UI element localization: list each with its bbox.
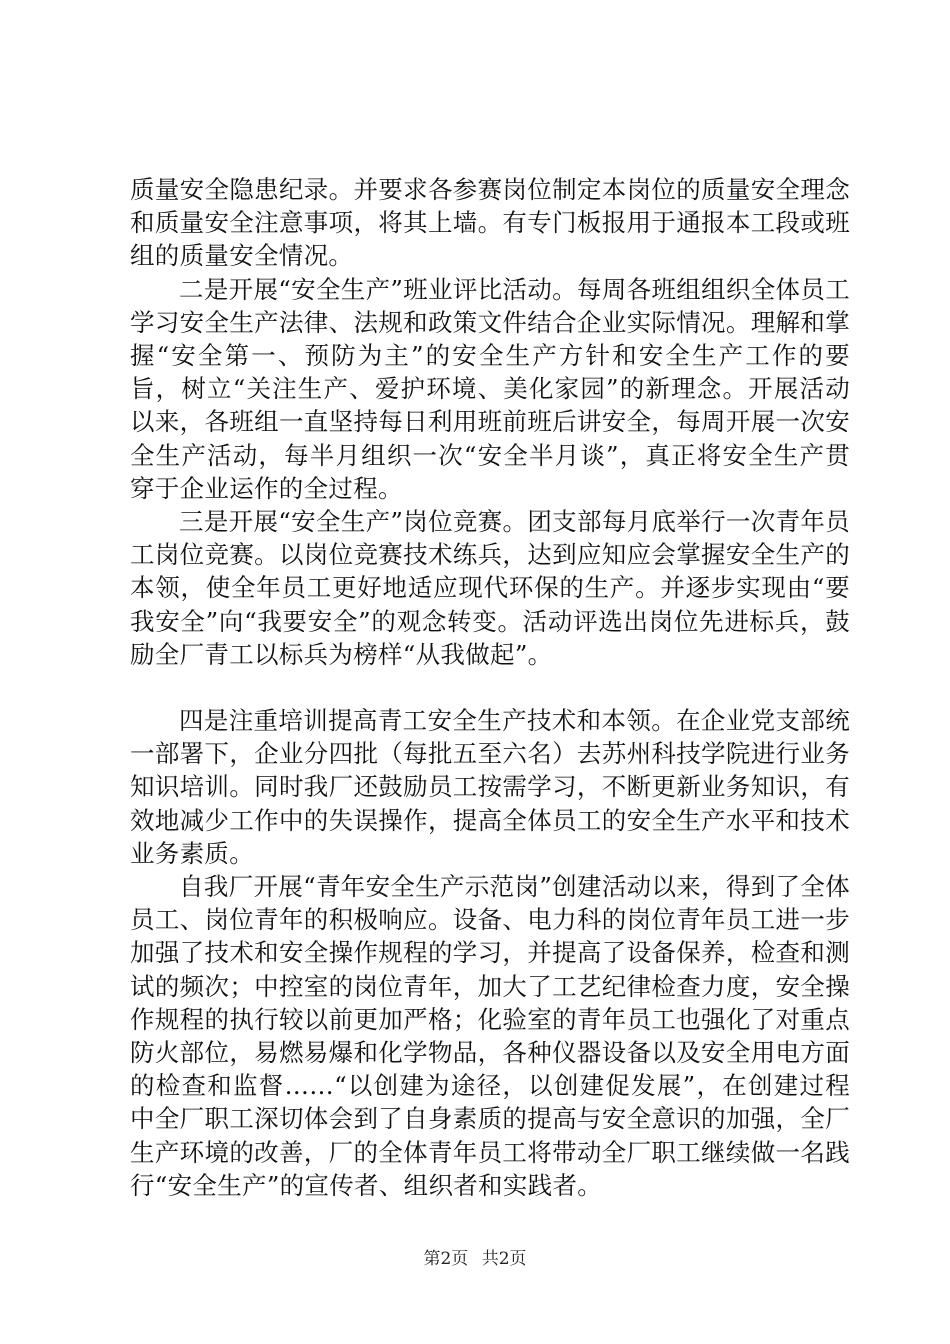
paragraph-team-evaluation: 二是开展“安全生产”班业评比活动。每周各班组组织全体员工学习安全生产法律、法规和政策文件结合企业实际情况。理解和掌握“安全第一、预防为主”的安全生产方针和安全生产工作的要旨，树立“关注生产、爱护环境、美化家园”的新理念。开展活动以来，各班组一直坚持每日利用班前班后讲安全，每周开展一次安全生产活动，每半月组织一次“安全半月谈”，真正将安全生产贯穿于企业运作的全过程。 xyxy=(130,274,850,503)
paragraph-post-competition: 三是开展“安全生产”岗位竞赛。团支部每月底举行一次青年员工岗位竞赛。以岗位竞赛技术练兵，达到应知应会掌握安全生产的本领，使全年员工更好地适应现代环保的生产。并逐步实现由“要我安全”向“我要安全”的观念转变。活动评选出岗位先进标兵，鼓励全厂青工以标兵为榜样“从我做起”。 xyxy=(130,507,850,669)
paragraph-continuation: 质量安全隐患纪录。并要求各参赛岗位制定本岗位的质量安全理念和质量安全注意事项，将其上墙。有专门板报用于通报本工段或班组的质量安全情况。 xyxy=(130,175,850,271)
paragraph-summary: 自我厂开展“青年安全生产示范岗”创建活动以来，得到了全体员工、岗位青年的积极响应。设备、电力科的岗位青年员工进一步加强了技术和安全操作规程的学习，并提高了设备保养，检查和测试的频次；中控室的岗位青年，加大了工艺纪律检查力度，安全操作规程的执行较以前更加严格；化验室的青年员工也强化了对重点防火部位，易燃易爆和化学物品，各种仪器设备以及安全用电方面的检查和监督……“以创建为途径，以创建促发展”，在创建过程中全厂职工深切体会到了自身素质的提高与安全意识的加强，全厂生产环境的改善，厂的全体青年员工将带动全厂职工继续做一名践行“安全生产”的宣传者、组织者和实践者。 xyxy=(130,872,850,1200)
paragraph-training: 四是注重培训提高青工安全生产技术和本领。在企业党支部统一部署下，企业分四批（每批五至六名）去苏州科技学院进行业务知识培训。同时我厂还鼓励员工按需学习，不断更新业务知识，有效地减少工作中的失误操作，提高全体员工的安全生产水平和技术业务素质。 xyxy=(130,706,850,868)
page-number: 第2页 xyxy=(423,1249,469,1269)
page-total: 共2页 xyxy=(481,1249,527,1269)
document-body xyxy=(130,173,850,1202)
paragraph-gap xyxy=(130,671,850,704)
page-footer xyxy=(0,1244,950,1269)
